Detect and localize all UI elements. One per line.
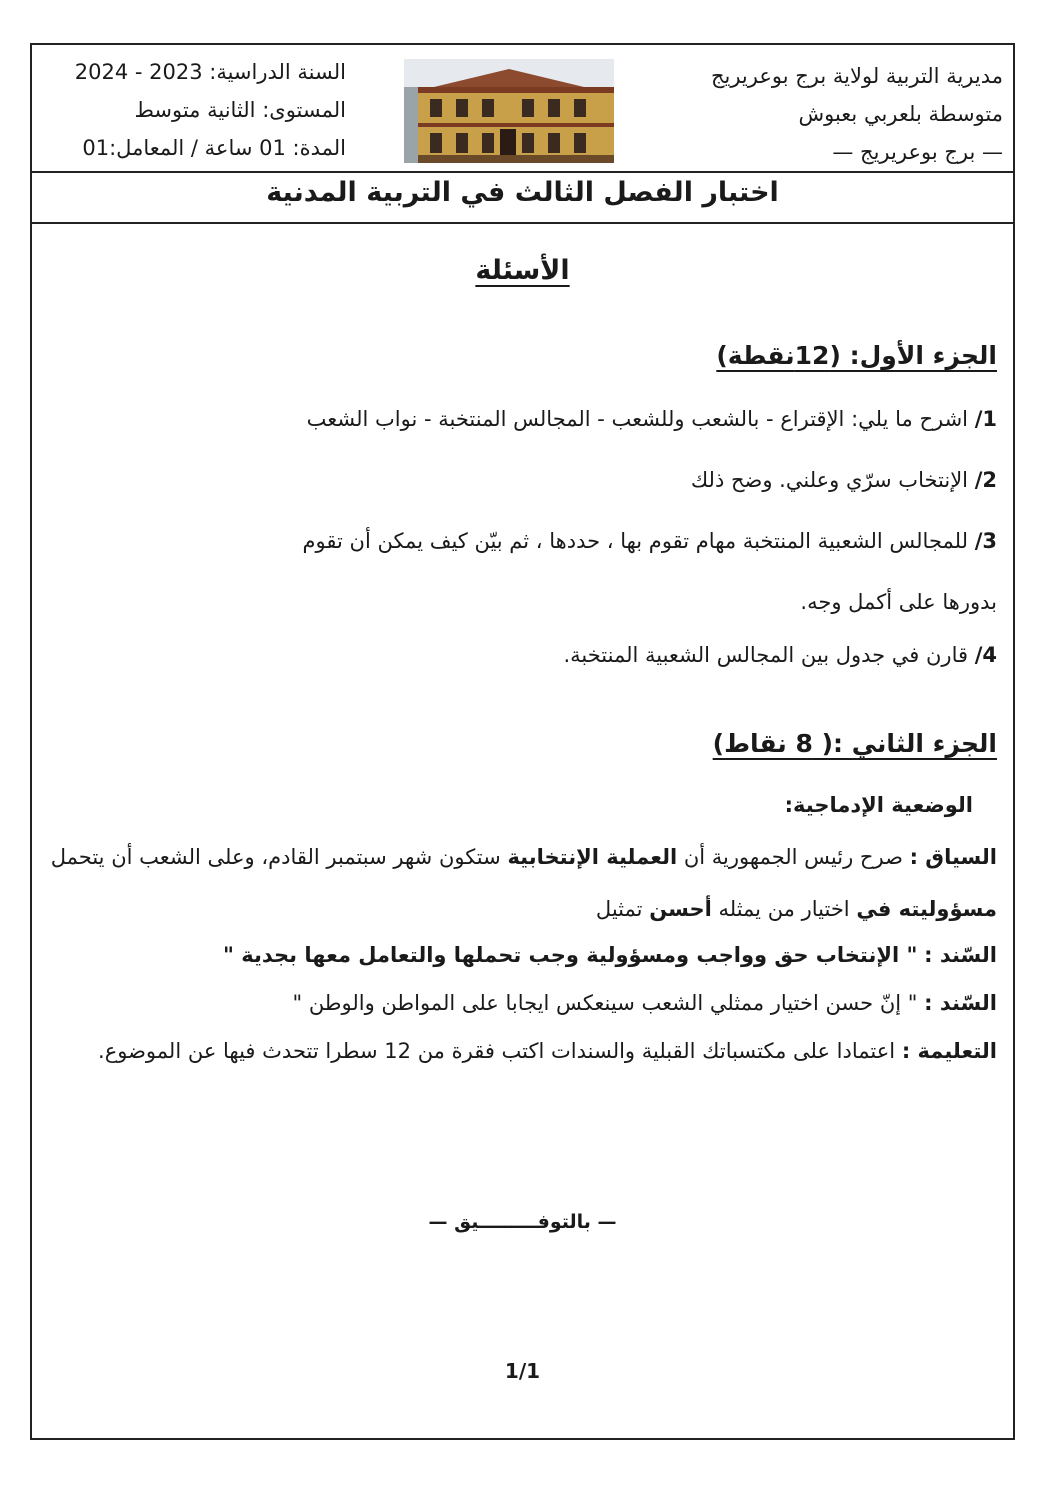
title-divider — [32, 222, 1013, 224]
instruction — [98, 1039, 997, 1063]
school-info — [663, 57, 1003, 171]
support-1-label: السّند : — [924, 943, 997, 967]
context-line2-a: اختيار من يمثله — [718, 897, 850, 921]
support-2 — [292, 991, 997, 1015]
question-2-text: الإنتخاب سرّي وعلني. وضح ذلك — [690, 468, 969, 492]
context-line2-bold: مسؤوليته في — [856, 897, 997, 921]
context-text-a: صرح رئيس الجمهورية أن — [683, 845, 903, 869]
question-3-text: للمجالس الشعبية المنتخبة مهام تقوم بها ، حددها ، ثم بيّن كيف يمكن أن تقوم — [302, 529, 969, 553]
school-year: السنة الدراسية: 2023 - 2024 — [74, 60, 346, 84]
instruction-label: التعليمة : — [901, 1039, 997, 1063]
support-1 — [223, 943, 997, 967]
question-1-number: 1/ — [974, 407, 997, 431]
duration-coefficient: المدة: 01 ساعة / المعامل:01 — [82, 136, 346, 160]
support-2-label: السّند : — [924, 991, 997, 1015]
context-line2-b: تمثيل — [595, 897, 643, 921]
part2-heading: الجزء الثاني :( 8 نقاط) — [712, 729, 997, 758]
school-building-photo — [404, 59, 614, 163]
question-1-text: اشرح ما يلي: الإقتراع - بالشعب وللشعب - المجالس المنتخبة - نواب الشعب — [306, 407, 969, 431]
question-3-number: 3/ — [974, 529, 997, 553]
page-number: 1/1 — [504, 1359, 541, 1383]
directorate-name: مديرية التربية لولاية برج بوعريريج — [710, 64, 1003, 88]
good-luck-wish: — بالتوفـــــــــيق — — [428, 1211, 617, 1233]
question-4-text: قارن في جدول بين المجالس الشعبية المنتخبة. — [563, 643, 969, 667]
exam-page-frame — [30, 43, 1015, 1440]
city-name: — برج بوعريريج — — [832, 140, 1003, 164]
question-2 — [691, 468, 997, 492]
context-line — [51, 845, 997, 869]
integration-situation-label: الوضعية الإدماجية: — [784, 793, 973, 817]
support-1-text: " الإنتخاب حق وواجب ومسؤولية وجب تحملها والتعامل معها بجدية " — [223, 943, 918, 967]
part1-heading: الجزء الأول: (12نقطة) — [716, 341, 997, 370]
school-name: متوسطة بلعربي بعبوش — [798, 102, 1003, 126]
context-text-b: ستكون شهر سبتمبر القادم، وعلى الشعب أن يتحمل — [50, 845, 501, 869]
exam-meta — [46, 53, 346, 167]
questions-heading: الأسئلة — [475, 255, 570, 286]
context-label: السياق : — [909, 845, 997, 869]
school-building-image — [404, 59, 614, 163]
context-bold: العملية الإنتخابية — [507, 845, 678, 869]
exam-title: اختبار الفصل الثالث في التربية المدنية — [266, 177, 779, 208]
grade-level: المستوى: الثانية متوسط — [134, 98, 346, 122]
support-2-text: " إنّ حسن اختيار ممثلي الشعب سينعكس ايجابا على المواطن والوطن " — [292, 991, 918, 1015]
question-1 — [307, 407, 997, 431]
question-4-number: 4/ — [974, 643, 997, 667]
context-line-2 — [596, 897, 997, 921]
question-4 — [563, 643, 997, 667]
context-line2-bold2: أحسن — [649, 897, 712, 921]
instruction-text: اعتمادا على مكتسباتك القبلية والسندات اكتب فقرة من 12 سطرا تتحدث فيها عن الموضوع. — [98, 1039, 896, 1063]
question-3-continuation: بدورها على أكمل وجه. — [800, 590, 997, 614]
question-2-number: 2/ — [974, 468, 997, 492]
exam-header — [32, 45, 1013, 173]
question-3 — [303, 529, 997, 553]
